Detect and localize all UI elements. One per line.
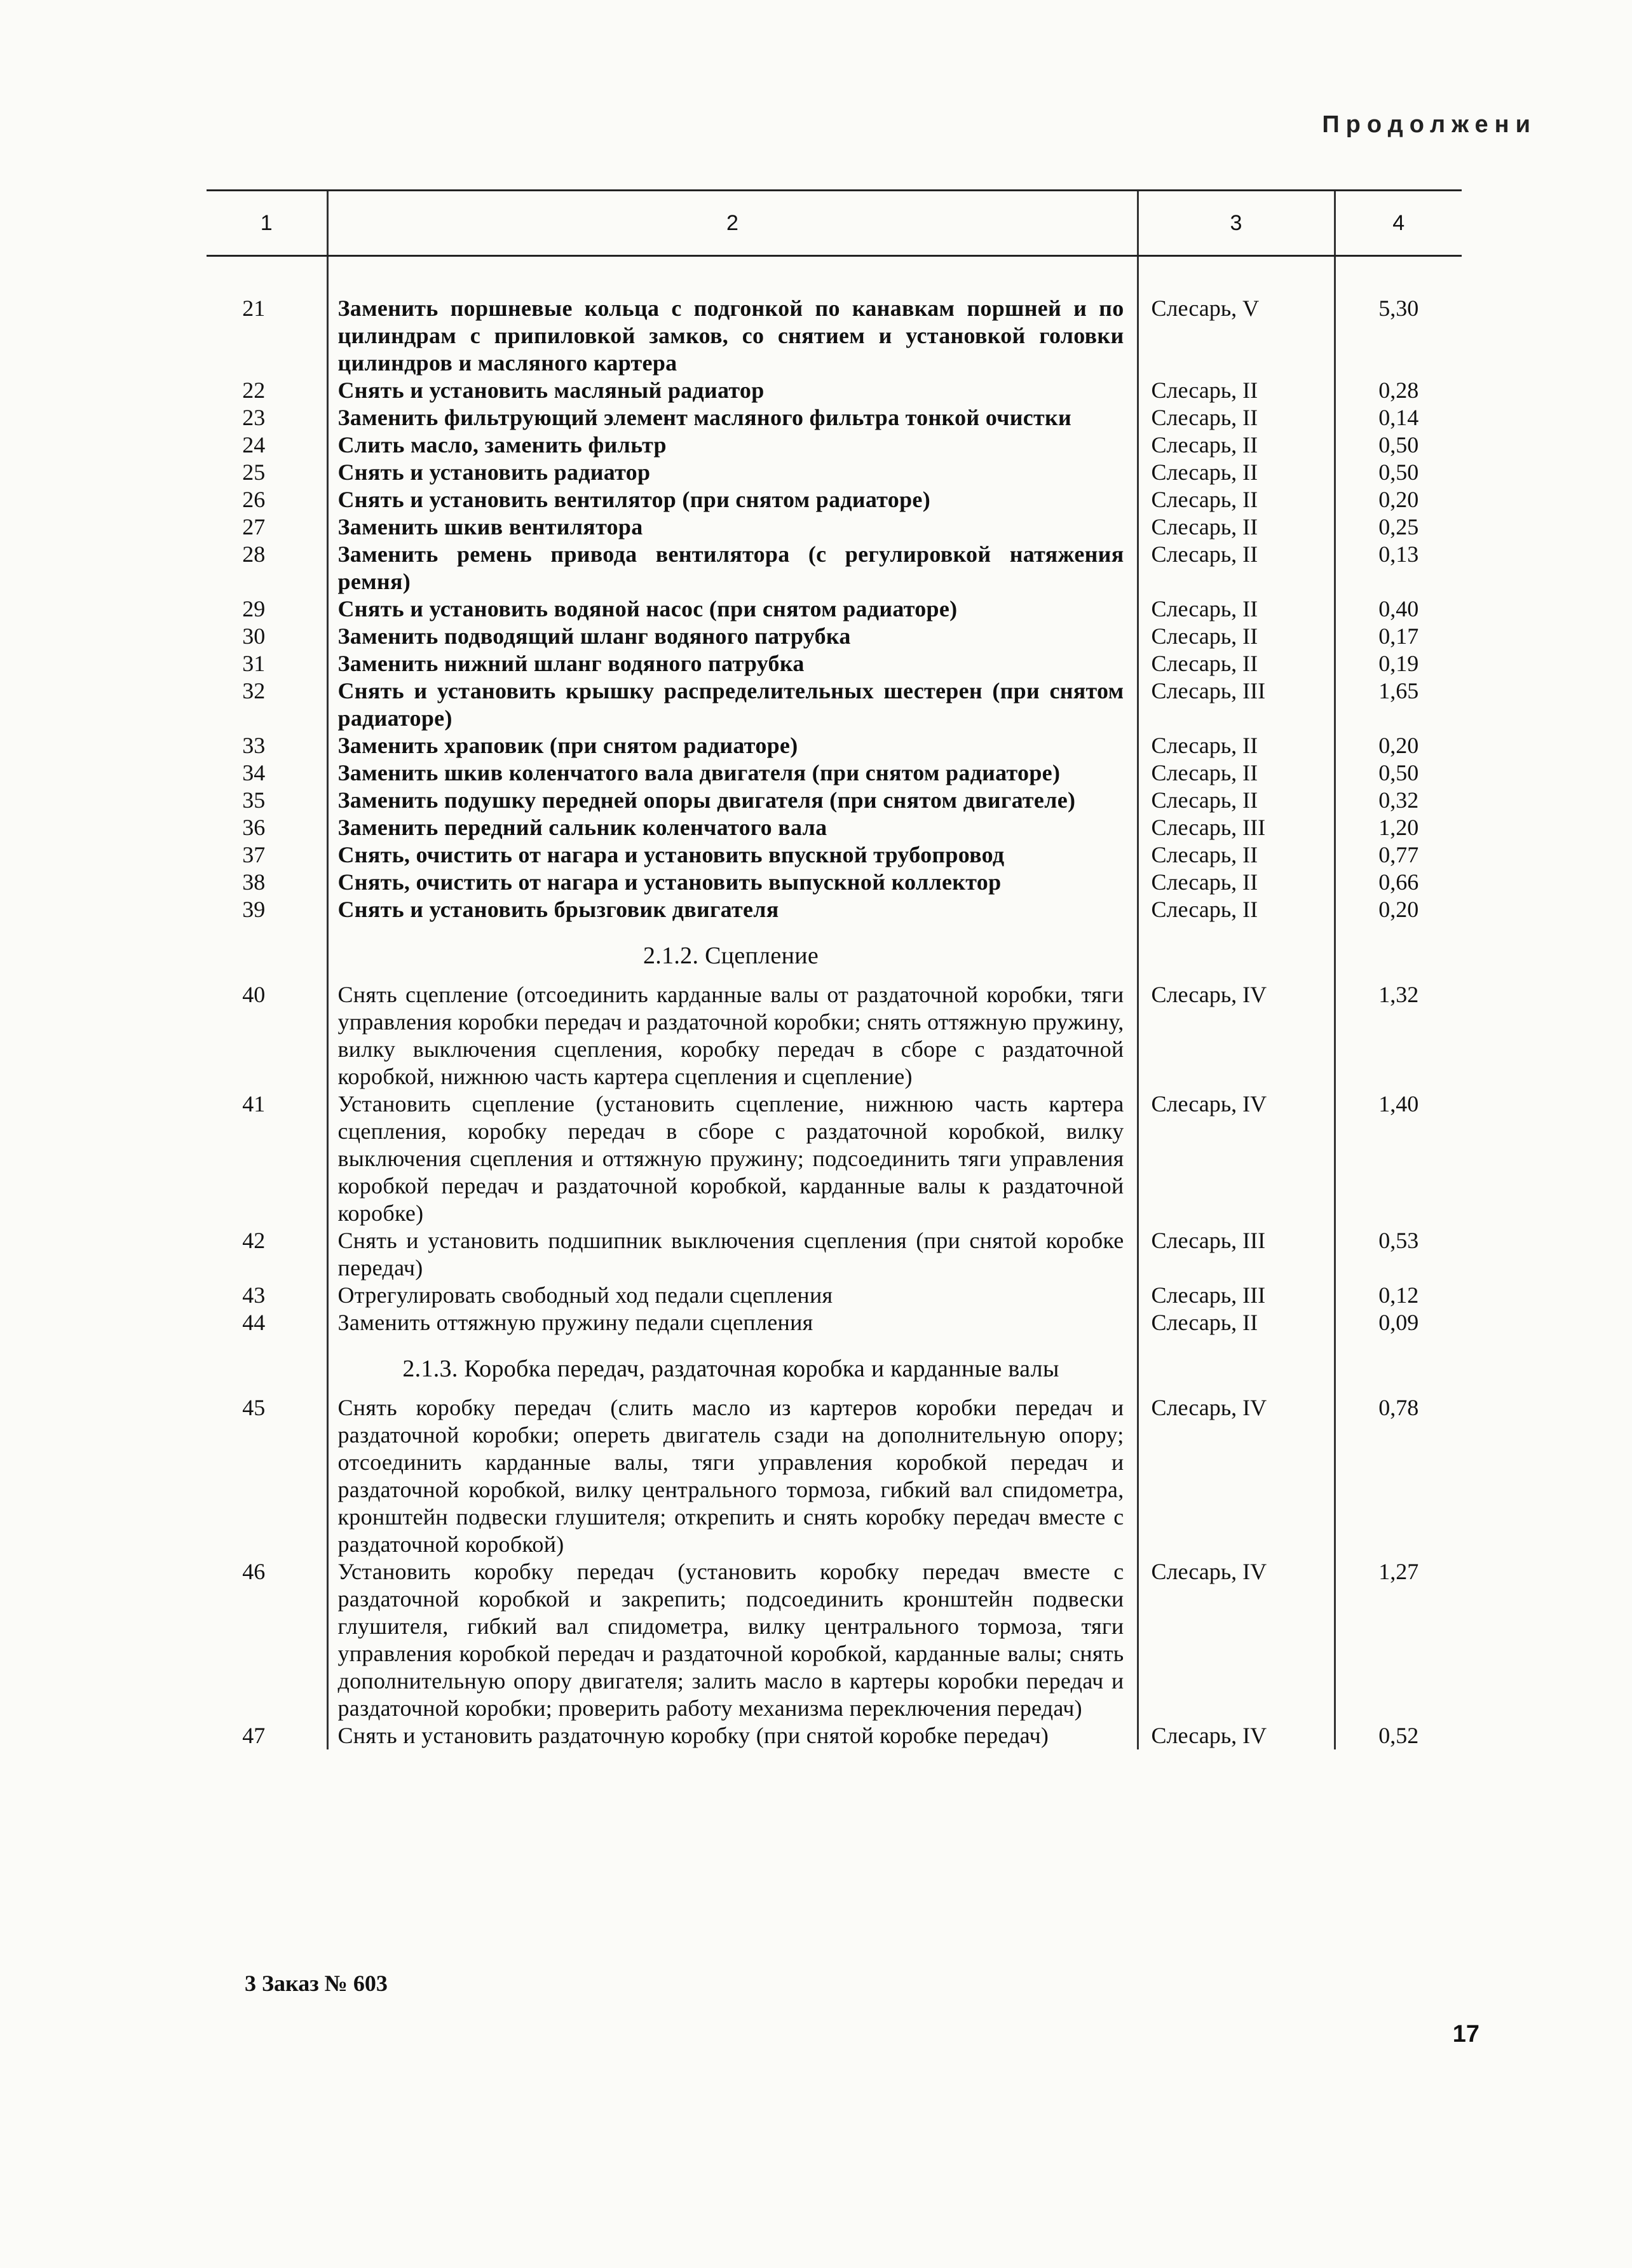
row-description: Заменить подушку передней опоры двигателя (при снятом двигателе)	[327, 787, 1138, 814]
row-worker: Слесарь, II	[1138, 650, 1335, 677]
row-description: Заменить храповик (при снятом радиаторе)	[327, 732, 1138, 759]
row-number: 30	[242, 623, 266, 649]
row-number: 45	[242, 1395, 266, 1420]
row-worker: Слесарь, V	[1138, 256, 1335, 377]
row-worker: Слесарь, II	[1138, 459, 1335, 486]
row-worker: Слесарь, II	[1138, 486, 1335, 513]
row-number: 24	[242, 432, 266, 458]
row-worker: Слесарь, II	[1138, 759, 1335, 787]
page-number: 17	[1452, 2021, 1479, 2047]
empty-cell	[1138, 923, 1335, 981]
column-header: 4	[1335, 191, 1462, 256]
empty-cell	[1335, 923, 1462, 981]
row-description: Заменить поршневые кольца с подгонкой по канавкам поршней и по цилиндрам с припиловкой замков, со снятием и установкой головки цилиндров и масляного картера	[327, 256, 1138, 377]
row-norm: 0,17	[1335, 623, 1462, 650]
row-norm: 0,50	[1335, 431, 1462, 459]
row-norm: 0,20	[1335, 486, 1462, 513]
row-worker: Слесарь, II	[1138, 787, 1335, 814]
row-number: 26	[242, 487, 266, 512]
row-worker: Слесарь, IV	[1138, 1394, 1335, 1558]
table-row	[207, 869, 1462, 896]
row-number: 29	[242, 596, 266, 621]
row-description: Заменить ремень привода вентилятора (с регулировкой натяжения ремня)	[327, 541, 1138, 595]
table-row	[207, 1282, 1462, 1309]
empty-cell	[207, 1336, 327, 1394]
row-worker: Слесарь, II	[1138, 377, 1335, 404]
row-norm: 0,13	[1335, 541, 1462, 595]
row-norm: 0,52	[1335, 1722, 1462, 1749]
row-number: 41	[242, 1091, 266, 1117]
row-description: Снять и установить крышку распределительных шестерен (при снятом радиаторе)	[327, 677, 1138, 732]
row-number: 39	[242, 897, 266, 922]
table-row	[207, 814, 1462, 841]
row-worker: Слесарь, II	[1138, 896, 1335, 923]
row-worker: Слесарь, IV	[1138, 1090, 1335, 1227]
column-header: 3	[1138, 191, 1335, 256]
row-norm: 1,32	[1335, 981, 1462, 1090]
row-number: 37	[242, 842, 266, 867]
row-number: 22	[242, 377, 266, 403]
row-number: 38	[242, 869, 266, 895]
row-number: 23	[242, 405, 266, 430]
row-worker: Слесарь, III	[1138, 1282, 1335, 1309]
row-description: Заменить фильтрующий элемент масляного фильтра тонкой очистки	[327, 404, 1138, 431]
table-row	[207, 1227, 1462, 1282]
table-row	[207, 623, 1462, 650]
table-row	[207, 377, 1462, 404]
row-norm: 5,30	[1335, 256, 1462, 377]
row-description: Заменить нижний шланг водяного патрубка	[327, 650, 1138, 677]
row-number: 31	[242, 651, 266, 676]
table-row	[207, 431, 1462, 459]
row-worker: Слесарь, IV	[1138, 1722, 1335, 1749]
column-header: 1	[207, 191, 327, 256]
row-number: 36	[242, 815, 266, 840]
row-number: 33	[242, 733, 266, 758]
row-norm: 0,53	[1335, 1227, 1462, 1282]
row-description: Установить коробку передач (установить коробку передач вместе с раздаточной коробкой и закрепить; подсоединить кронштейн подвески глушителя, гибкий вал спидометра, вилку центрального тормоза, тяги управления коробкой передач и раздаточной коробкой, карданные валы; снять дополнительную опору двигателя; залить масло в картеры коробки передач и раздаточной коробки; проверить работу механизма переключения передач)	[327, 1558, 1138, 1722]
row-worker: Слесарь, II	[1138, 732, 1335, 759]
row-norm: 0,78	[1335, 1394, 1462, 1558]
row-worker: Слесарь, II	[1138, 623, 1335, 650]
row-description: Заменить подводящий шланг водяного патрубка	[327, 623, 1138, 650]
row-description: Снять и установить вентилятор (при снятом радиаторе)	[327, 486, 1138, 513]
table-header-row	[207, 191, 1462, 256]
row-description: Заменить передний сальник коленчатого вала	[327, 814, 1138, 841]
column-header: 2	[327, 191, 1138, 256]
row-norm: 1,20	[1335, 814, 1462, 841]
row-worker: Слесарь, II	[1138, 513, 1335, 541]
row-number: 34	[242, 760, 266, 785]
table-row	[207, 1722, 1462, 1749]
table-row	[207, 841, 1462, 869]
row-norm: 0,25	[1335, 513, 1462, 541]
row-number: 44	[242, 1310, 266, 1335]
row-description: Снять, очистить от нагара и установить выпускной коллектор	[327, 869, 1138, 896]
table-row	[207, 1309, 1462, 1336]
row-number: 21	[242, 295, 266, 321]
row-norm: 0,19	[1335, 650, 1462, 677]
row-description: Снять и установить раздаточную коробку (при снятой коробке передач)	[327, 1722, 1138, 1749]
table-row	[207, 541, 1462, 595]
row-description: Установить сцепление (установить сцепление, нижнюю часть картера сцепления, коробку передач в сборе с раздаточной коробкой, вилку выключения сцепления и оттяжную пружину; подсоединить тяги управления коробкой передач и раздаточной коробкой, карданные валы к раздаточной коробке)	[327, 1090, 1138, 1227]
row-number: 35	[242, 787, 266, 813]
table-row	[207, 759, 1462, 787]
table-row	[207, 732, 1462, 759]
row-norm: 1,65	[1335, 677, 1462, 732]
row-description: Снять и установить масляный радиатор	[327, 377, 1138, 404]
table-row	[207, 981, 1462, 1090]
row-worker: Слесарь, II	[1138, 595, 1335, 623]
table-row	[207, 677, 1462, 732]
section-heading: 2.1.3. Коробка передач, раздаточная коробка и карданные валы	[327, 1336, 1138, 1394]
row-worker: Слесарь, II	[1138, 1309, 1335, 1336]
row-description: Заменить оттяжную пружину педали сцепления	[327, 1309, 1138, 1336]
row-worker: Слесарь, II	[1138, 404, 1335, 431]
empty-cell	[207, 923, 327, 981]
row-description: Заменить шкив вентилятора	[327, 513, 1138, 541]
row-description: Снять и установить радиатор	[327, 459, 1138, 486]
row-norm: 0,12	[1335, 1282, 1462, 1309]
row-description: Снять и установить брызговик двигателя	[327, 896, 1138, 923]
table-row	[207, 486, 1462, 513]
table-row	[207, 256, 1462, 377]
row-description: Снять и установить водяной насос (при снятом радиаторе)	[327, 595, 1138, 623]
row-norm: 0,09	[1335, 1309, 1462, 1336]
section-row	[207, 1336, 1462, 1394]
row-worker: Слесарь, II	[1138, 431, 1335, 459]
row-norm: 0,50	[1335, 459, 1462, 486]
row-norm: 0,14	[1335, 404, 1462, 431]
section-heading: 2.1.2. Сцепление	[327, 923, 1138, 981]
row-norm: 0,28	[1335, 377, 1462, 404]
table-row	[207, 404, 1462, 431]
row-description: Снять, очистить от нагара и установить впускной трубопровод	[327, 841, 1138, 869]
row-norm: 0,50	[1335, 759, 1462, 787]
row-worker: Слесарь, III	[1138, 814, 1335, 841]
row-norm: 0,20	[1335, 896, 1462, 923]
row-number: 28	[242, 541, 266, 567]
table-row	[207, 595, 1462, 623]
operations-table	[207, 189, 1462, 1749]
table-row	[207, 513, 1462, 541]
row-norm: 0,66	[1335, 869, 1462, 896]
footer-order: 3 Заказ № 603	[245, 1971, 388, 1996]
row-worker: Слесарь, III	[1138, 677, 1335, 732]
table-row	[207, 1090, 1462, 1227]
row-norm: 1,40	[1335, 1090, 1462, 1227]
row-number: 46	[242, 1559, 266, 1584]
row-worker: Слесарь, II	[1138, 841, 1335, 869]
row-norm: 0,20	[1335, 732, 1462, 759]
row-number: 42	[242, 1228, 266, 1253]
table-row	[207, 650, 1462, 677]
row-worker: Слесарь, IV	[1138, 981, 1335, 1090]
row-number: 27	[242, 514, 266, 540]
row-number: 32	[242, 678, 266, 703]
row-worker: Слесарь, II	[1138, 541, 1335, 595]
row-description: Слить масло, заменить фильтр	[327, 431, 1138, 459]
empty-cell	[1138, 1336, 1335, 1394]
row-description: Заменить шкив коленчатого вала двигателя (при снятом радиаторе)	[327, 759, 1138, 787]
section-row	[207, 923, 1462, 981]
row-worker: Слесарь, III	[1138, 1227, 1335, 1282]
row-description: Снять сцепление (отсоединить карданные валы от раздаточной коробки, тяги управления коробки передач и раздаточной коробки; снять оттяжную пружину, вилку выключения сцепления, коробку передач в сборе с раздаточной коробкой, нижнюю часть картера сцепления и сцепление)	[327, 981, 1138, 1090]
row-norm: 1,27	[1335, 1558, 1462, 1722]
table-row	[207, 787, 1462, 814]
table-row	[207, 1558, 1462, 1722]
row-norm: 0,32	[1335, 787, 1462, 814]
row-norm: 0,40	[1335, 595, 1462, 623]
row-number: 43	[242, 1282, 266, 1308]
row-worker: Слесарь, IV	[1138, 1558, 1335, 1722]
row-number: 25	[242, 459, 266, 485]
row-description: Снять и установить подшипник выключения сцепления (при снятой коробке передач)	[327, 1227, 1138, 1282]
empty-cell	[1335, 1336, 1462, 1394]
row-description: Снять коробку передач (слить масло из картеров коробки передач и раздаточной коробки; опереть двигатель сзади на дополнительную опору; отсоединить карданные валы, тяги управления коробкой передач и раздаточной коробкой, вилку центрального тормоза, гибкий вал спидометра, кронштейн подвески глушителя; открепить и снять коробку передач вместе с раздаточной коробкой)	[327, 1394, 1138, 1558]
table-row	[207, 459, 1462, 486]
continuation-label: Продолжени	[1322, 111, 1537, 138]
table-row	[207, 1394, 1462, 1558]
row-worker: Слесарь, II	[1138, 869, 1335, 896]
row-number: 47	[242, 1723, 266, 1748]
row-norm: 0,77	[1335, 841, 1462, 869]
row-description: Отрегулировать свободный ход педали сцепления	[327, 1282, 1138, 1309]
row-number: 40	[242, 982, 266, 1007]
table-row	[207, 896, 1462, 923]
